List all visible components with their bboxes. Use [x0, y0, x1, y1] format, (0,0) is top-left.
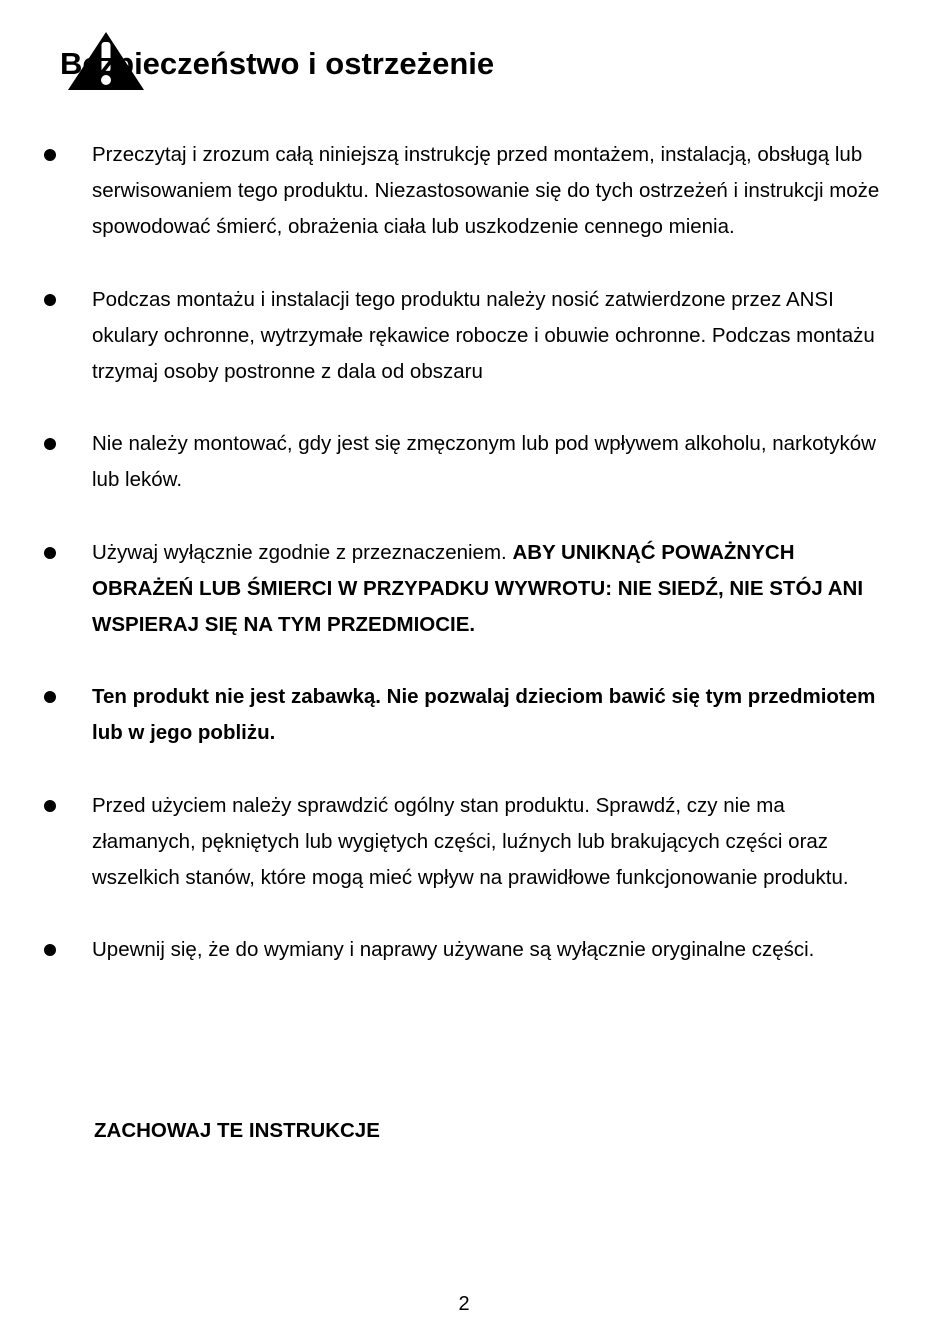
item-text: Przed użyciem należy sprawdzić ogólny stan produktu. Sprawdź, czy nie ma złamanych, pękniętych lub wygiętych części, luźnych lub brakujących części oraz wszelkich stanów, które mogą mieć wpływ na prawidłowe funkcjonowanie produktu. [92, 793, 849, 890]
safety-list [44, 137, 894, 1004]
bullet-icon [44, 691, 56, 703]
page-title: Bezpieczeństwo i ostrzeżenie [60, 46, 495, 81]
bullet-icon [44, 438, 56, 450]
item-text: Używaj wyłącznie zgodnie z przeznaczeniem. [92, 540, 513, 564]
bullet-icon [44, 944, 56, 956]
list-item [44, 426, 894, 498]
page-number: 2 [458, 1293, 470, 1315]
item-text: Nie należy montować, gdy jest się zmęczonym lub pod wpływem alkoholu, narkotyków lub leków. [92, 432, 876, 492]
list-item [44, 679, 894, 751]
bullet-icon [44, 294, 56, 306]
save-instructions-note: ZACHOWAJ TE INSTRUKCJE [94, 1119, 380, 1142]
item-text: Przeczytaj i zrozum całą niniejszą instrukcję przed montażem, instalacją, obsługą lub serwisowaniem tego produktu. Niezastosowanie się do tych ostrzeżeń i instrukcji może spowodować śmierć, obrażenia ciała lub uszkodzenie cennego mienia. [92, 143, 880, 239]
list-item [44, 535, 894, 644]
list-item [44, 137, 894, 246]
item-warning-text: Ten produkt nie jest zabawką. Nie pozwalaj dzieciom bawić się tym przedmiotem lub w jego pobliżu. [92, 685, 876, 745]
item-warning-text: ABY UNIKNĄĆ POWAŻNYCH OBRAŻEŃ LUB ŚMIERCI W PRZYPADKU WYWROTU: NIE SIEDŹ, NIE STÓJ ANI WSPIERAJ SIĘ NA TYM PRZEDMIOCIE. [92, 540, 864, 637]
list-item [44, 932, 894, 968]
item-text: Podczas montażu i instalacji tego produktu należy nosić zatwierdzone przez ANSI okulary ochronne, wytrzymałe rękawice robocze i obuwie ochronne. Podczas montażu trzymaj osoby postronne z dala od obszaru [92, 287, 875, 384]
item-text: Upewnij się, że do wymiany i naprawy używane są wyłącznie oryginalne części. [92, 938, 815, 962]
bullet-icon [44, 547, 56, 559]
bullet-icon [44, 800, 56, 812]
list-item [44, 282, 894, 391]
list-item [44, 788, 894, 897]
bullet-icon [44, 149, 56, 161]
header [60, 30, 760, 100]
